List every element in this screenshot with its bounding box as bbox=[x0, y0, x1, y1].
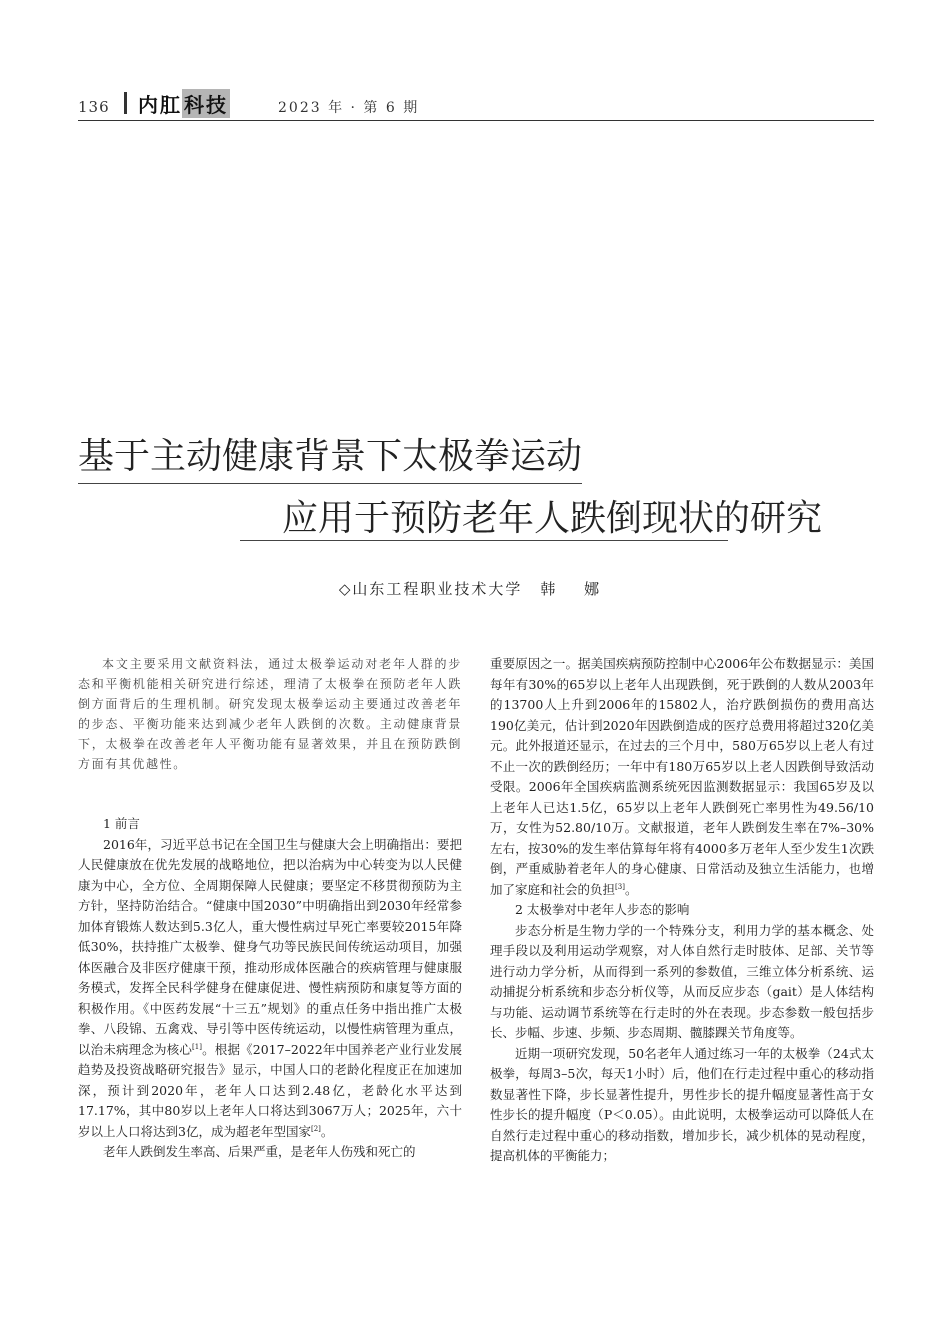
running-header bbox=[78, 90, 874, 121]
citation-3: [3] bbox=[615, 882, 625, 891]
section1-heading: 1 前言 bbox=[103, 816, 140, 831]
section2-paragraph1: 步态分析是生物力学的一个特殊分支，利用力学的基本概念、处理手段以及利用运动学观察，对人体自然行走时肢体、足部、关节等进行动力学分析，从而得到一系列的参数值，三维立体分析系统、运动捕捉分析系统和步态分析仪等，从而反应步态（gait）是人体结构与功能、运动调节系统等在行走时的外在表现。步态参数一般包括步长、步幅、步速、步频、步态周期、髋膝踝关节角度等。 bbox=[490, 922, 874, 1040]
journal-name-part1: 内肛 bbox=[138, 92, 182, 117]
section1-p1-a: 2016年，习近平总书记在全国卫生与健康大会上明确指出：要把人民健康放在优先发展的战略地位，把以治病为中心转变为以人民健康为中心，全方位、全周期保障人民健康；要坚定不移贯彻预防为主方针，坚持防治结合。“健康中国2030”中明确指出到2030年经常参加体育锻炼人数达到5.3亿人，重大慢性病过早死亡率要较2015年降低30%，扶持推广太极拳、健身气功等民族民间传统运动项目，加强体医融合及非医疗健康干预，推动形成体医融合的疾病管理与健康服务模式，发挥全民科学健身在健康促进、慢性病预防和康复等方面的积极作用。《中医药发展“十三五”规划》的重点任务中指出推广太极拳、八段锦、五禽戏、导引等中医传统运动，以慢性病管理为重点，以治未病理念为核心 bbox=[78, 836, 462, 1057]
right-column bbox=[490, 654, 874, 1167]
title-underline bbox=[240, 540, 728, 541]
continued-paragraph bbox=[490, 654, 874, 900]
left-column bbox=[78, 654, 462, 1163]
author-line bbox=[0, 578, 950, 599]
journal-name-part2: 科技 bbox=[182, 89, 230, 118]
section2-heading: 2 太极拳对中老年人步态的影响 bbox=[515, 902, 690, 917]
section1-p1-c: 。 bbox=[320, 1123, 334, 1139]
page-number: 136 bbox=[78, 98, 110, 116]
section2-paragraph2: 近期一项研究发现，50名老年人通过练习一年的太极拳（24式太极拳，每周3–5次，每天1小时）后，他们在行走过程中重心的移动指数显著性下降，步长显著性提升，男性步长的提升幅度显著性高于女性步长的提升幅度（P＜0.05）。由此说明，太极拳运动可以降低人在自然行走过程中重心的移动指数，增加步长，减少机体的晃动程度，提高机体的平衡能力； bbox=[490, 1045, 874, 1163]
header-divider bbox=[124, 92, 127, 114]
author-name: 韩 娜 bbox=[540, 580, 612, 598]
section1-paragraph1 bbox=[78, 835, 462, 1143]
citation-1: [1] bbox=[192, 1042, 202, 1051]
right-p1-end: 。 bbox=[624, 881, 638, 897]
citation-2: [2] bbox=[310, 1124, 321, 1133]
article-title-line1: 基于主动健康背景下太极拳运动 bbox=[78, 428, 582, 484]
article-title-line2: 应用于预防老年人跌倒现状的研究 bbox=[282, 498, 823, 539]
journal-logo bbox=[138, 90, 230, 116]
affiliation: ◇山东工程职业技术大学 bbox=[338, 580, 523, 598]
section1-paragraph2: 老年人跌倒发生率高、后果严重，是老年人伤残和死亡的 bbox=[103, 1144, 416, 1159]
right-p1-a: 重要原因之一。据美国疾病预防控制中心2006年公布数据显示：美国每年有30%的65岁以上老年人出现跌倒，死于跌倒的人数从2003年的13700人上升到2006年的15802人，治疗跌倒损伤的费用高达190亿美元，估计到2020年因跌倒造成的医疗总费用将超过320亿美元。此外报道还显示，在过去的三个月中，580万65岁以上老人有过不止一次的跌倒经历；一年中有180万65岁以上老人因跌倒导致活动受限。2006年全国疾病监测系统死因监测数据显示：我国65岁及以上老年人已达1.5亿，65岁以上老年人跌倒死亡率男性为49.56/10万，女性为52.80/10万。文献报道，老年人跌倒发生率在7%–30%左右，按30%的发生率估算每年将有4000多万老年人至少发生1次跌倒，严重威胁着老年人的身心健康、日常活动及独立生活能力，也增加了家庭和社会的负担 bbox=[490, 656, 875, 897]
abstract: 本文主要采用文献资料法，通过太极拳运动对老年人群的步态和平衡机能相关研究进行综述，理清了太极拳在预防老年人跌倒方面背后的生理机制。研究发现太极拳运动主要通过改善老年的步态、平衡功能来达到减少老年人跌倒的次数。主动健康背景下，太极拳在改善老年人平衡功能有显著效果，并且在预防跌倒方面有其优越性。 bbox=[78, 657, 462, 771]
section1-p1-b: 。根据《2017–2022年中国养老产业行业发展趋势及投资战略研究报告》显示，中国人口的老龄化程度正在加速加深，预计到2020年，老年人口达到2.48亿，老龄化水平达到17.17%，其中80岁以上老年人口将达到3067万人；2025年，六十岁以上人口将达到3亿，成为超老年型国家 bbox=[78, 1041, 462, 1139]
issue-info: 2023 年 · 第 6 期 bbox=[278, 100, 420, 116]
